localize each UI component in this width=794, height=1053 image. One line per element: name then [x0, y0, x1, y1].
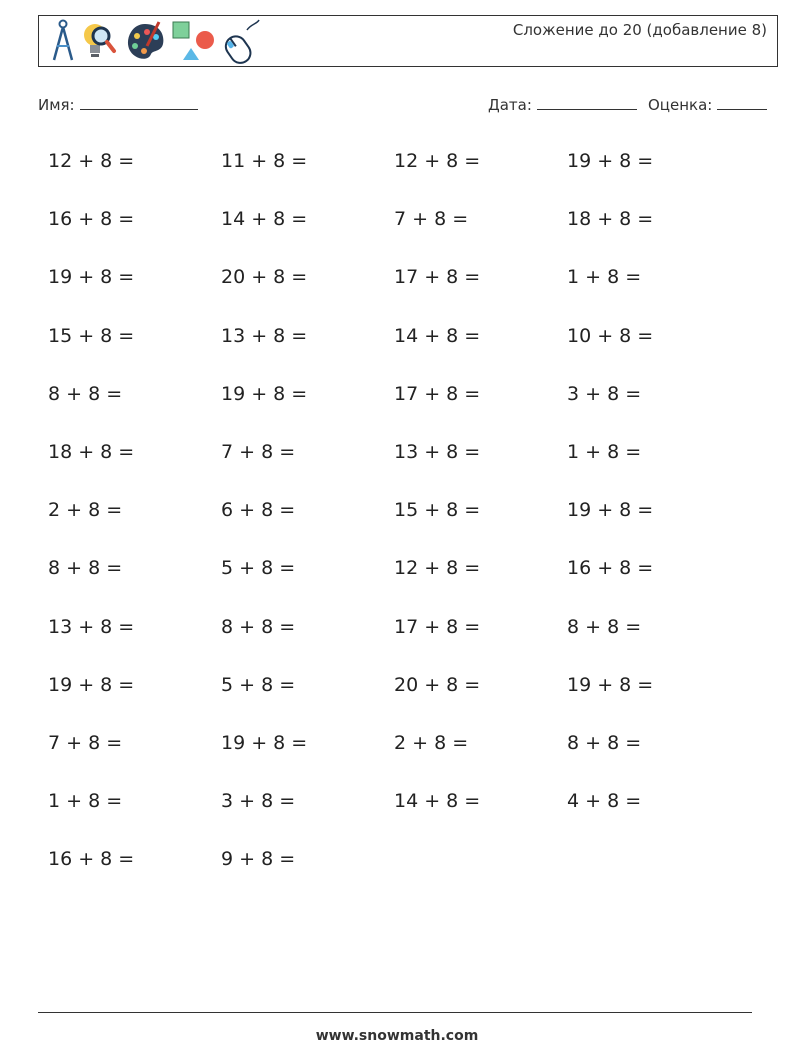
problem-item: 19 + 8 = [221, 731, 308, 754]
problem-item: 19 + 8 = [48, 266, 135, 289]
problem-item: 16 + 8 = [567, 557, 654, 580]
name-blank[interactable] [80, 95, 198, 110]
problem-item: 5 + 8 = [221, 673, 296, 696]
problem-item: 1 + 8 = [48, 790, 123, 813]
problem-item: 7 + 8 = [394, 208, 469, 231]
problem-item: 14 + 8 = [394, 790, 481, 813]
worksheet-title: Сложение до 20 (добавление 8) [512, 21, 767, 39]
problem-item: 10 + 8 = [567, 324, 654, 347]
problem-item: 16 + 8 = [48, 208, 135, 231]
problem-item: 17 + 8 = [394, 382, 481, 405]
problem-item: 19 + 8 = [567, 673, 654, 696]
problem-item: 11 + 8 = [221, 150, 308, 172]
problem-item: 5 + 8 = [221, 557, 296, 580]
header-icons [49, 18, 263, 64]
computer-mouse-icon [219, 18, 263, 64]
problem-item: 19 + 8 = [567, 150, 654, 172]
problem-item: 7 + 8 = [48, 731, 123, 754]
problem-item: 18 + 8 = [48, 440, 135, 463]
problem-grid [48, 146, 740, 902]
grade-field [648, 95, 767, 114]
problem-item: 1 + 8 = [567, 440, 642, 463]
name-label: Имя: [38, 96, 75, 114]
problem-item: 7 + 8 = [221, 440, 296, 463]
problem-item: 19 + 8 = [567, 499, 654, 522]
shapes-icon [171, 18, 215, 64]
problem-item: 18 + 8 = [567, 208, 654, 231]
problem-item: 13 + 8 = [48, 615, 135, 638]
grade-blank[interactable] [717, 95, 767, 110]
problem-item: 14 + 8 = [394, 324, 481, 347]
problem-item: 13 + 8 = [394, 440, 481, 463]
problem-item: 17 + 8 = [394, 266, 481, 289]
problem-item: 15 + 8 = [48, 324, 135, 347]
date-label: Дата: [488, 96, 532, 114]
worksheet-header [38, 15, 778, 67]
problem-item: 14 + 8 = [221, 208, 308, 231]
problem-item: 8 + 8 = [221, 615, 296, 638]
footer-divider [38, 1012, 752, 1013]
problem-item: 8 + 8 = [48, 382, 123, 405]
name-field [38, 95, 198, 114]
lightbulb-magnifier-icon [81, 18, 119, 64]
problem-item: 8 + 8 = [567, 731, 642, 754]
problem-item: 12 + 8 = [394, 557, 481, 580]
problem-item: 9 + 8 = [221, 848, 296, 871]
problem-item: 19 + 8 = [48, 673, 135, 696]
problem-item: 20 + 8 = [394, 673, 481, 696]
date-field [488, 95, 637, 114]
footer-url: www.snowmath.com [315, 1028, 479, 1044]
problem-item: 16 + 8 = [48, 848, 135, 871]
problem-item: 3 + 8 = [221, 790, 296, 813]
problem-item: 12 + 8 = [394, 150, 481, 172]
compass-icon [49, 18, 77, 64]
grade-label: Оценка: [648, 96, 713, 114]
problem-item: 1 + 8 = [567, 266, 642, 289]
problem-item: 17 + 8 = [394, 615, 481, 638]
problem-item: 8 + 8 = [567, 615, 642, 638]
problem-item: 4 + 8 = [567, 790, 642, 813]
problem-item: 20 + 8 = [221, 266, 308, 289]
problem-item: 8 + 8 = [48, 557, 123, 580]
problem-item: 6 + 8 = [221, 499, 296, 522]
problem-item: 19 + 8 = [221, 382, 308, 405]
problem-item: 13 + 8 = [221, 324, 308, 347]
problem-item: 2 + 8 = [48, 499, 123, 522]
problem-item: 3 + 8 = [567, 382, 642, 405]
paint-palette-icon [123, 18, 167, 64]
problem-item: 12 + 8 = [48, 150, 135, 172]
date-blank[interactable] [537, 95, 637, 110]
problem-item: 2 + 8 = [394, 731, 469, 754]
problem-item: 15 + 8 = [394, 499, 481, 522]
